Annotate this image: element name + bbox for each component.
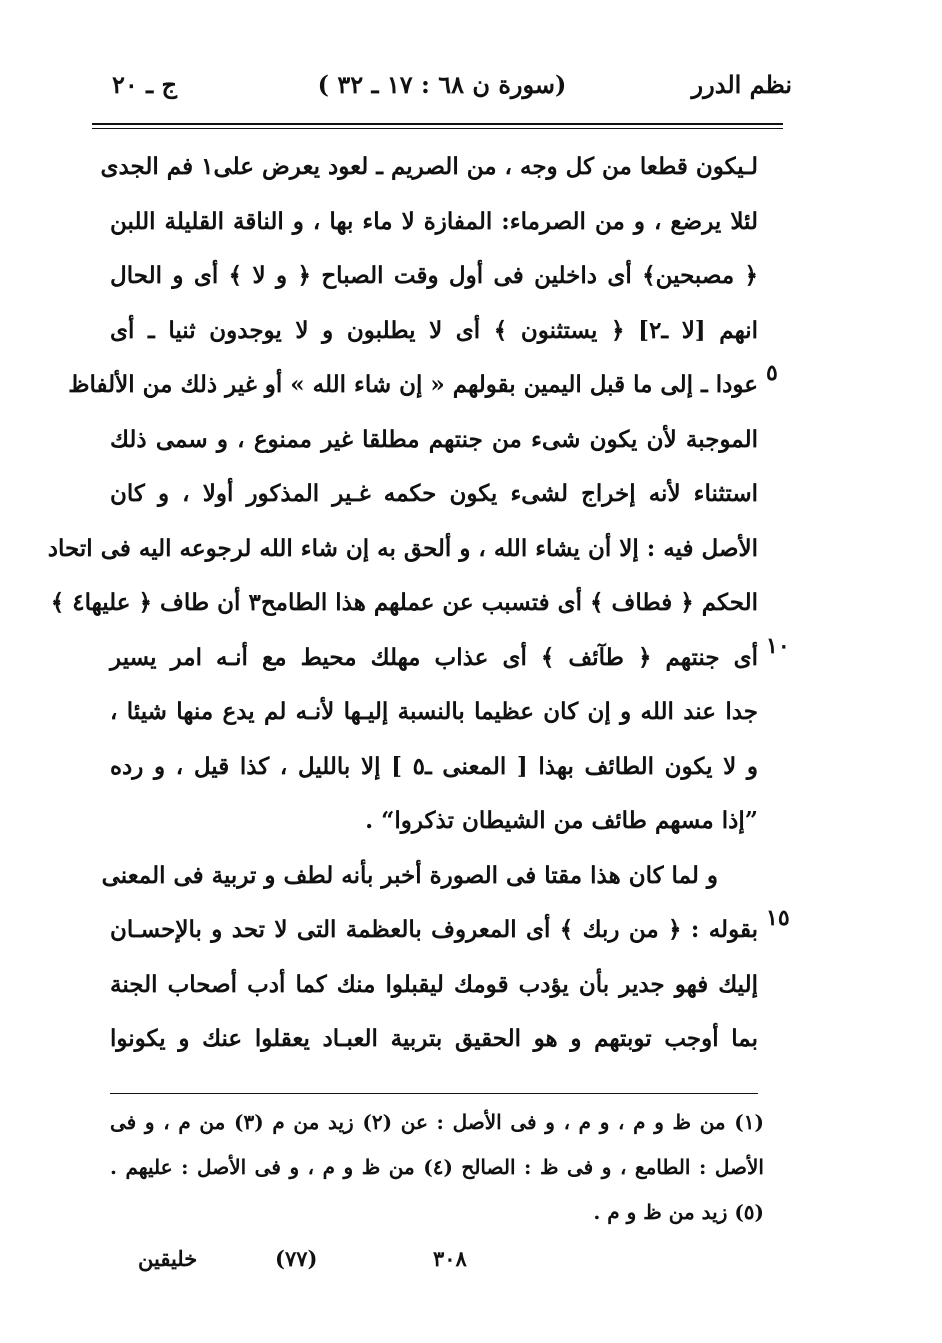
- text-line: ﴿ مصبحين﴾ أى داخلين فى أول وقت الصباح ﴿ و لا ﴾ أى و الحال: [110, 262, 758, 289]
- page-number: ٣٠٨: [433, 1246, 467, 1271]
- footnote-line: (٥) زيد من ظ و م .: [593, 1200, 764, 1224]
- text-line: لـيكون قطعا من كل وجه ، من الصريم ـ لعود يعرض على١ فم الجدى: [100, 153, 758, 180]
- text-line: عودا ـ إلى ما قبل اليمين بقولهم « إن شاء الله » أو غير ذلك من الألفاظ: [68, 371, 758, 398]
- text-line: أى جنتهم ﴿ طآئف ﴾ أى عذاب مهلك محيط مع أنـه امر يسير: [110, 643, 758, 671]
- running-header: [92, 70, 792, 112]
- text-line: و لا يكون الطائف بهذا [ المعنى ـ٥ ] إلا بالليل ، كذا قيل ، و رده: [110, 752, 759, 780]
- text-line: انهم [لا ـ٢] ﴿ يستثنون ﴾ أى لا يطلبون و لا يوجدون ثنيا ـ أى: [110, 316, 758, 344]
- surah-reference: (سورة ن ٦٨ : ١٧ ـ ٣٢ ): [317, 70, 567, 99]
- text-line: جدا عند الله و إن كان عظيما بالنسبة إليـها لأنـه لم يدع منها شيئا ،: [110, 698, 758, 725]
- text-line: و لما كان هذا مقتا فى الصورة أخبر بأنه لطف و تربية فى المعنى: [101, 861, 718, 889]
- header-rule: [92, 123, 783, 125]
- text-line: إليك فهو جدير بأن يؤدب قومك ليقبلوا منك كما أدب أصحاب الجنة: [110, 970, 758, 998]
- main-text: [47, 140, 759, 1067]
- footnotes: [110, 1100, 764, 1235]
- line-number-10: ١٠: [766, 633, 790, 659]
- page-footer: [0, 1246, 942, 1286]
- text-line: استثناء لأنه إخراج لشىء يكون حكمه غـير المذكور أولا ، و كان: [110, 480, 758, 507]
- footnote-rule: [110, 1093, 758, 1094]
- signature-mark: خليقين: [138, 1246, 198, 1271]
- text-line: لئلا يرضع ، و من الصرماء: المفازة لا ماء بها ، و الناقة القليلة اللبن: [110, 207, 758, 235]
- text-line: بقوله : ﴿ من ربك ﴾ أى المعروف بالعظمة التى لا تحد و بالإحسـان: [110, 916, 758, 943]
- part-number: ج ـ ٢٠: [112, 70, 178, 99]
- text-line: الموجبة لأن يكون شىء من جنتهم مطلقا غير ممنوع ، و سمى ذلك: [110, 425, 758, 453]
- text-line: بما أوجب توبتهم و هو الحقيق بتربية العبـاد يعقلوا عنك و يكونوا: [110, 1025, 758, 1052]
- text-line: الحكم ﴿ فطاف ﴾ أى فتسبب عن عملهم هذا الطامح٣ أن طاف ﴿ عليها٤ ﴾: [50, 589, 758, 616]
- footnote-line: (١) من ظ و م ، و م ، و فى الأصل : عن (٢) زيد من م (٣) من م ، و فى: [110, 1110, 764, 1134]
- text-line: ”إذا مسهم طائف من الشيطان تذكروا“ .: [365, 807, 758, 834]
- line-number-5: ٥: [766, 360, 778, 386]
- line-number-15: ١٥: [766, 905, 790, 931]
- text-line: الأصل فيه : إلا أن يشاء الله ، و ألحق به إن شاء الله لرجوعه اليه فى اتحاد: [47, 534, 758, 562]
- header-rule-thin: [92, 128, 783, 129]
- footnote-line: الأصل : الطامع ، و فى ظ : الصالح (٤) من ظ و م ، و فى الأصل : عليهم .: [110, 1155, 764, 1179]
- book-title: نظم الدرر: [691, 70, 792, 99]
- folio-number: (٧٧): [275, 1246, 318, 1271]
